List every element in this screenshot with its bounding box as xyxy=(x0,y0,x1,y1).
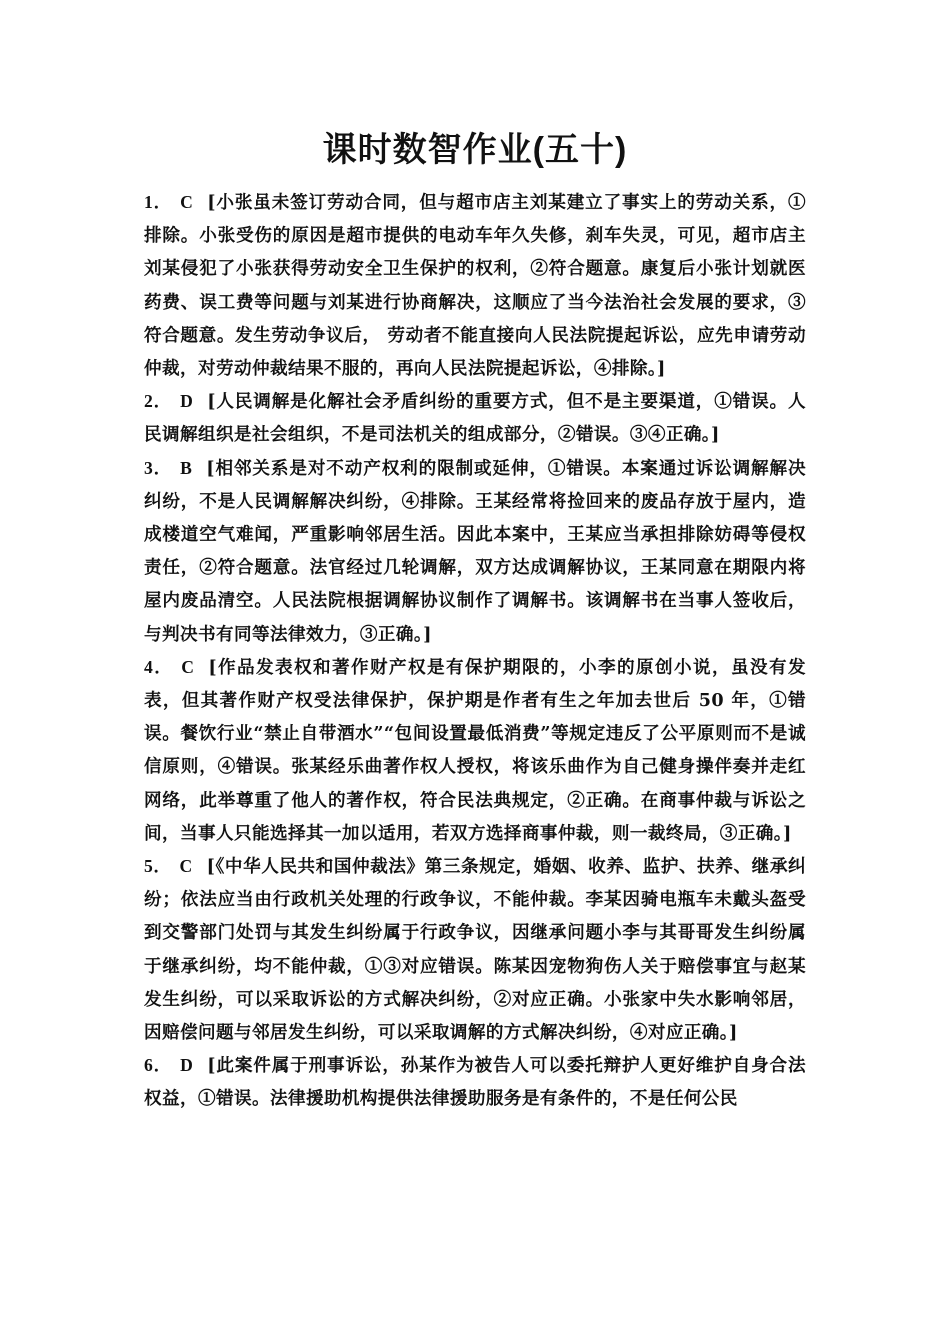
answer-explanation: [相邻关系是对不动产权利的限制或延伸，①错误。本案通过诉讼调解解决纠纷，不是人民调解解决纠纷，④排除。王某经常将捡回来的废品存放于屋内，造成楼道空气难闻，严重影响邻居生活。因此本案中，王某应当承担排除妨碍等侵权责任，②符合题意。法官经过几轮调解，双方达成调解协议，王某同意在期限内将屋内废品清空。人民法院根据调解协议制作了调解书。该调解书在当事人签收后，与判决书有同等法律效力，③正确。] xyxy=(144,457,806,645)
answer-item-3 xyxy=(144,452,806,651)
answer-number: 1． xyxy=(144,192,173,212)
answer-explanation: [作品发表权和著作财产权是有保护期限的，小李的原创小说，虽没有发表，但其著作财产权受法律保护，保护期是作者有生之年加去世后 50 年，①错误。餐饮行业“禁止自带酒水”“包间设置最低消费”等规定违反了公平原则而不是诚信原则，④错误。张某经乐曲著作权人授权，将该乐曲作为自己健身操伴奏并走红网络，此举尊重了他人的著作权，符合民法典规定，②正确。在商事仲裁与诉讼之间，当事人只能选择其一加以适用，若双方选择商事仲裁，则一裁终局，③正确。] xyxy=(144,656,806,844)
answer-item-2 xyxy=(144,385,806,451)
answer-option: C xyxy=(181,656,195,677)
answer-explanation: [人民调解是化解社会矛盾纠纷的重要方式，但不是主要渠道，①错误。人民调解组织是社会组织，不是司法机关的组成部分，②错误。③④正确。] xyxy=(144,391,806,446)
answer-number: 5． xyxy=(144,856,172,877)
answer-item-5 xyxy=(144,850,806,1049)
answer-item-6 xyxy=(144,1049,806,1115)
page-title: 课时数智作业(五十) xyxy=(322,131,628,169)
answer-explanation: [《中华人民共和国仲裁法》第三条规定，婚姻、收养、监护、扶养、继承纠纷；依法应当由行政机关处理的行政争议，不能仲裁。李某因骑电瓶车未戴头盔受到交警部门处罚与其发生纠纷属于行政争议，因继承问题小李与其哥哥发生纠纷属于继承纠纷，均不能仲裁，①③对应错误。陈某因宠物狗伤人关于赔偿事宜与赵某发生纠纷，可以采取诉讼的方式解决纠纷，②对应正确。小张家中失水影响邻居，因赔偿问题与邻居发生纠纷，可以采取调解的方式解决纠纷，④对应正确。] xyxy=(144,856,806,1044)
answer-number: 3． xyxy=(144,457,173,478)
answer-option: C xyxy=(180,192,194,212)
answer-item-4 xyxy=(144,651,806,850)
answer-number: 2． xyxy=(144,391,173,412)
answer-option: D xyxy=(180,391,194,412)
answer-list xyxy=(144,186,806,1116)
answer-option: C xyxy=(179,856,193,877)
answer-option: D xyxy=(180,1055,194,1076)
answer-explanation: [小张虽未签订劳动合同，但与超市店主刘某建立了事实上的劳动关系，①排除。小张受伤的原因是超市提供的电动车年久失修，刹车失灵，可见，超市店主刘某侵犯了小张获得劳动安全卫生保护的权利，②符合题意。康复后小张计划就医药费、误工费等问题与刘某进行协商解决，这顺应了当今法治社会发展的要求，③符合题意。发生劳动争议后， 劳动者不能直接向人民法院提起诉讼，应先申请劳动仲裁，对劳动仲裁结果不服的，再向人民法院提起诉讼，④排除。] xyxy=(144,192,806,380)
answer-explanation: [此案件属于刑事诉讼，孙某作为被告人可以委托辩护人更好维护自身合法权益，①错误。法律援助机构提供法律援助服务是有条件的，不是任何公民 xyxy=(144,1055,806,1110)
answer-number: 4． xyxy=(144,656,174,677)
answer-option: B xyxy=(180,457,193,478)
answer-number: 6． xyxy=(144,1055,173,1076)
answer-item-1 xyxy=(144,186,806,385)
